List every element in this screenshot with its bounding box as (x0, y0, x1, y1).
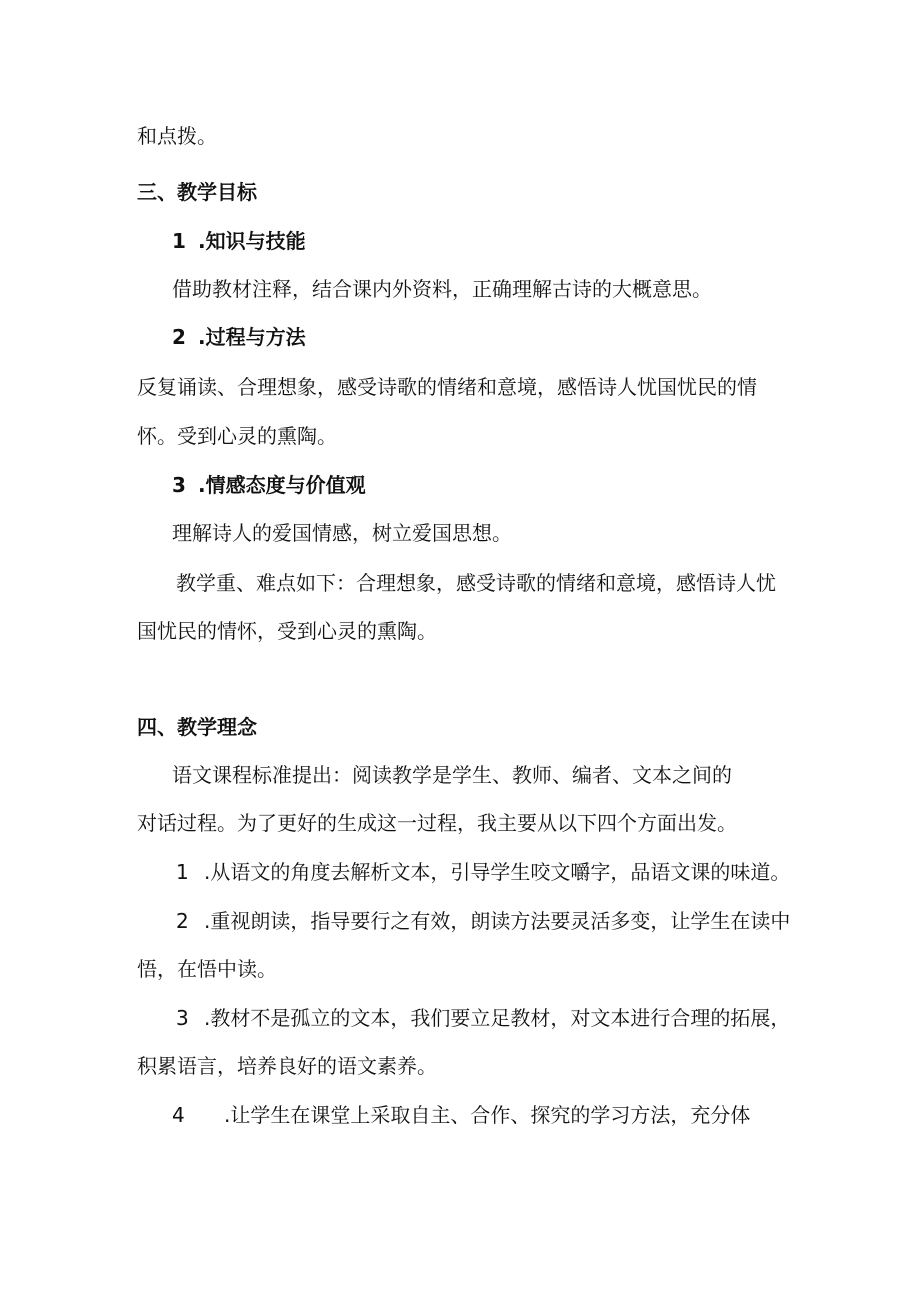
section4-point1 (176, 859, 790, 885)
point-number: 1 (176, 860, 189, 884)
intro-tail: 和点拨。 (137, 124, 217, 148)
point-text: .从语文的角度去解析文本，引导学生咬文嚼字，品语文课的味道。 (204, 860, 791, 884)
point-text: .让学生在课堂上采取自主、合作、探究的学习方法，充分体 (224, 1103, 751, 1127)
section4-para-line1: 语文课程标准提出：阅读教学是学生、教师、编者、文本之间的 (172, 763, 732, 787)
section3-item1-text: 借助教材注释，结合课内外资料，正确理解古诗的大概意思。 (172, 277, 712, 301)
section3-heading: 三、教学目标 (137, 180, 257, 204)
point-number: 2 (176, 909, 189, 933)
item-number: 1 (172, 229, 186, 253)
focus-text-line2: 国忧民的情怀，受到心灵的熏陶。 (137, 619, 437, 643)
item-number: 2 (172, 325, 186, 349)
section3-item3-heading (172, 472, 366, 498)
item-title: .知识与技能 (198, 229, 306, 253)
focus-text-line1: 教学重、难点如下：合理想象，感受诗歌的情绪和意境，感悟诗人忧 (176, 571, 776, 595)
section3-item2-text-line2: 怀。受到心灵的熏陶。 (137, 424, 337, 448)
point-text: .重视朗读，指导要行之有效，朗读方法要灵活多变，让学生在读中 (204, 909, 791, 933)
section4-heading: 四、教学理念 (137, 715, 257, 739)
section4-para-line2: 对话过程。为了更好的生成这一过程，我主要从以下四个方面出发。 (137, 811, 737, 835)
section4-point3-cont: 积累语言，培养良好的语文素养。 (137, 1054, 437, 1078)
point-text: .教材不是孤立的文本，我们要立足教材，对文本进行合理的拓展， (204, 1006, 791, 1030)
point-number: 4 (172, 1103, 185, 1127)
section4-point4 (172, 1102, 750, 1128)
section4-point3 (176, 1005, 790, 1031)
item-number: 3 (172, 473, 186, 497)
item-title: .过程与方法 (198, 325, 306, 349)
section3-item3-text: 理解诗人的爱国情感，树立爱国思想。 (172, 521, 512, 545)
section3-item1-heading (172, 228, 306, 254)
section3-item2-heading (172, 324, 306, 350)
section4-point2 (176, 908, 790, 934)
section4-point2-cont: 悟，在悟中读。 (137, 957, 277, 981)
item-title: .情感态度与价值观 (198, 473, 366, 497)
point-number: 3 (176, 1006, 189, 1030)
section3-item2-text-line1: 反复诵读、合理想象，感受诗歌的情绪和意境，感悟诗人忧国忧民的情 (137, 375, 757, 399)
